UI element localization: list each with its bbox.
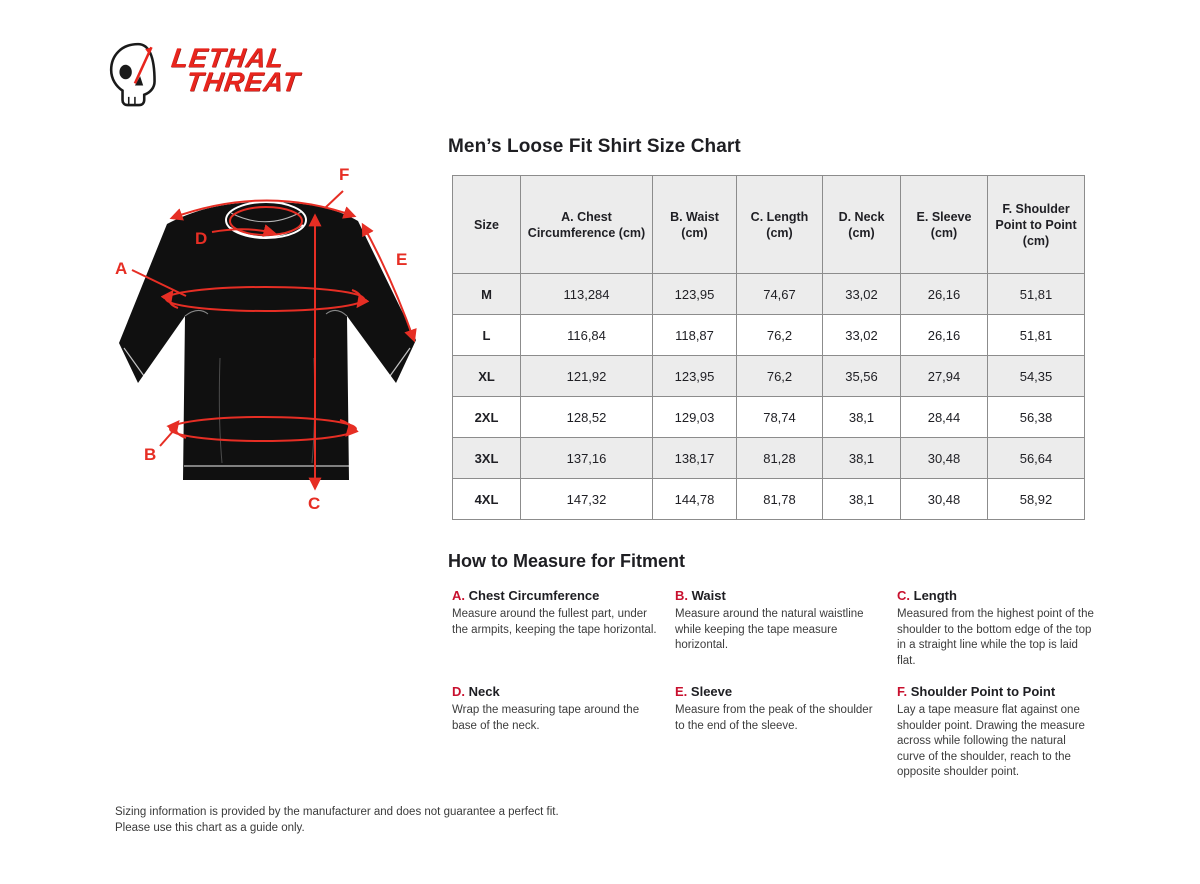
column-header-length: C. Length (cm) [737,176,823,274]
table-row [453,397,1085,438]
column-header-waist: B. Waist (cm) [653,176,737,274]
fitment-name: Neck [468,684,500,699]
column-header-shoulder: F. Shoulder Point to Point (cm) [988,176,1085,274]
fitment-letter: A. [452,588,465,603]
size-cell: M [453,274,521,315]
table-cell: 144,78 [653,479,737,520]
table-cell: 56,38 [988,397,1085,438]
table-cell: 27,94 [901,356,988,397]
table-cell: 35,56 [823,356,901,397]
diagram-label-b: B [144,445,157,464]
fitment-name: Chest Circumference [468,588,600,603]
table-cell: 118,87 [653,315,737,356]
fitment-description: Measure from the peak of the shoulder to the end of the sleeve. [675,704,873,732]
size-cell: 4XL [453,479,521,520]
table-cell: 26,16 [901,274,988,315]
fitment-description: Measured from the highest point of the shoulder to the bottom edge of the top in a straight line while the top is laid flat. [897,608,1094,667]
sizing-disclaimer [115,805,559,836]
table-cell: 78,74 [737,397,823,438]
table-row [453,438,1085,479]
table-cell: 123,95 [653,356,737,397]
fitment-letter: B. [675,588,688,603]
fitment-description: Measure around the fullest part, under the armpits, keeping the tape horizontal. [452,608,657,636]
table-cell: 33,02 [823,315,901,356]
column-header-sleeve: E. Sleeve (cm) [901,176,988,274]
table-cell: 137,16 [521,438,653,479]
fitment-item-chest [452,588,657,638]
fitment-item-heading [452,684,657,699]
fitment-item-heading [897,684,1097,699]
fitment-name: Length [913,588,957,603]
table-row [453,315,1085,356]
diagram-label-f: F [339,165,350,184]
table-cell: 30,48 [901,438,988,479]
table-cell: 138,17 [653,438,737,479]
skull-icon [106,40,168,106]
table-header-row [453,176,1085,274]
diagram-label-d: D [195,229,208,248]
table-cell: 38,1 [823,479,901,520]
fitment-item-waist [675,588,880,654]
size-chart-table [452,175,1085,520]
fitment-letter: F. [897,684,908,699]
brand-wordmark [167,43,305,97]
brand-wordmark-line1: LETHAL [169,43,287,73]
table-cell: 81,28 [737,438,823,479]
diagram-label-e: E [396,250,408,269]
fitment-description: Lay a tape measure flat against one shoulder point. Drawing the measure across while following the natural curve of the shoulder, reach to the opposite shoulder point. [897,704,1085,778]
table-cell: 81,78 [737,479,823,520]
diagram-label-a: A [115,259,128,278]
fitment-letter: C. [897,588,910,603]
table-cell: 76,2 [737,315,823,356]
table-row [453,356,1085,397]
fitment-name: Shoulder Point to Point [910,684,1056,699]
fitment-item-heading [897,588,1097,603]
table-cell: 113,284 [521,274,653,315]
fitment-item-heading [675,588,880,603]
table-cell: 51,81 [988,315,1085,356]
fitment-letter: D. [452,684,465,699]
fitment-item-shoulder [897,684,1097,781]
table-cell: 76,2 [737,356,823,397]
size-cell: 3XL [453,438,521,479]
table-cell: 123,95 [653,274,737,315]
table-cell: 33,02 [823,274,901,315]
fitment-item-length [897,588,1097,669]
table-cell: 116,84 [521,315,653,356]
fitment-letter: E. [675,684,688,699]
table-cell: 147,32 [521,479,653,520]
table-cell: 30,48 [901,479,988,520]
disclaimer-line2: Please use this chart as a guide only. [115,821,305,834]
tshirt-silhouette [119,202,416,480]
table-cell: 54,35 [988,356,1085,397]
table-cell: 56,64 [988,438,1085,479]
table-row [453,479,1085,520]
table-cell: 51,81 [988,274,1085,315]
fitment-item-heading [675,684,880,699]
fitment-description: Measure around the natural waistline while keeping the tape measure horizontal. [675,608,864,651]
table-cell: 26,16 [901,315,988,356]
table-cell: 38,1 [823,438,901,479]
column-header-neck: D. Neck (cm) [823,176,901,274]
brand-wordmark-line2: THREAT [184,67,302,97]
table-row [453,274,1085,315]
fitment-description: Wrap the measuring tape around the base of the neck. [452,704,640,732]
column-header-chest: A. Chest Circumference (cm) [521,176,653,274]
fitment-item-sleeve [675,684,880,734]
table-cell: 121,92 [521,356,653,397]
fitment-item-heading [452,588,657,603]
fitment-item-neck [452,684,657,734]
fitment-name: Waist [691,588,726,603]
brand-logo[interactable] [106,40,302,106]
table-cell: 129,03 [653,397,737,438]
fitment-section-title: How to Measure for Fitment [448,551,686,571]
size-cell: XL [453,356,521,397]
tshirt-measurement-diagram [100,158,435,518]
table-cell: 38,1 [823,397,901,438]
table-cell: 58,92 [988,479,1085,520]
disclaimer-line1: Sizing information is provided by the manufacturer and does not guarantee a perfect fit. [115,806,559,818]
size-cell: 2XL [453,397,521,438]
column-header-size: Size [453,176,521,274]
table-cell: 128,52 [521,397,653,438]
size-chart-title: Men’s Loose Fit Shirt Size Chart [448,136,741,157]
table-cell: 74,67 [737,274,823,315]
fitment-name: Sleeve [690,684,733,699]
table-cell: 28,44 [901,397,988,438]
diagram-label-c: C [308,494,321,513]
size-cell: L [453,315,521,356]
